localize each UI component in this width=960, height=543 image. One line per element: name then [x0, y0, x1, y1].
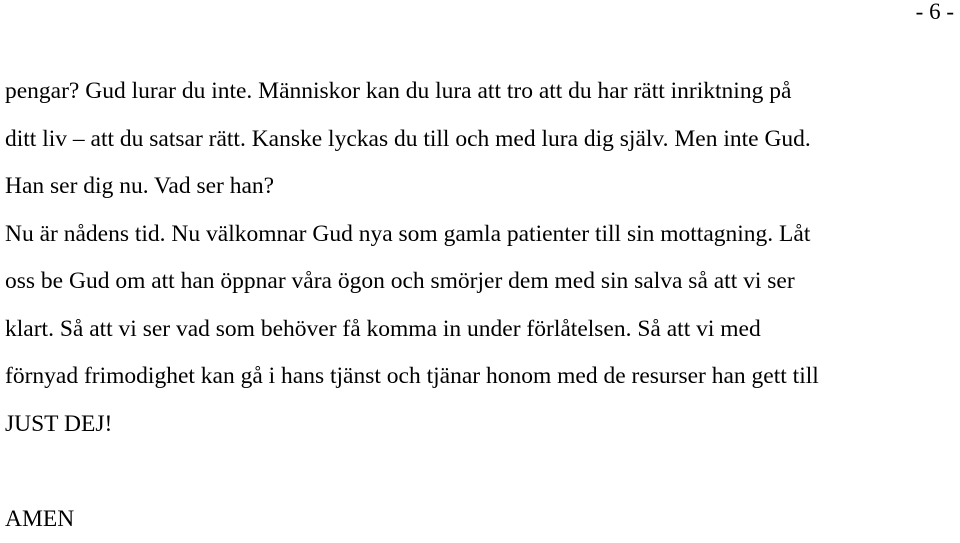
text-line: ditt liv – att du satsar rätt. Kanske lyckas du till och med lura dig själv. Men inte Gud.	[5, 116, 960, 164]
blank-line	[5, 448, 960, 496]
closing-word: AMEN	[5, 496, 960, 543]
text-line: förnyad frimodighet kan gå i hans tjänst och tjänar honom med de resurser han gett till	[5, 353, 960, 401]
text-line: pengar? Gud lurar du inte. Människor kan du lura att tro att du har rätt inriktning på	[5, 68, 960, 116]
text-line: klart. Så att vi ser vad som behöver få komma in under förlåtelsen. Så att vi med	[5, 306, 960, 354]
text-line: oss be Gud om att han öppnar våra ögon och smörjer dem med sin salva så att vi ser	[5, 258, 960, 306]
document-body	[5, 68, 960, 543]
text-line: JUST DEJ!	[5, 401, 960, 449]
page-number: - 6 -	[916, 0, 954, 26]
text-line: Han ser dig nu. Vad ser han?	[5, 163, 960, 211]
text-line: Nu är nådens tid. Nu välkomnar Gud nya som gamla patienter till sin mottagning. Låt	[5, 211, 960, 259]
